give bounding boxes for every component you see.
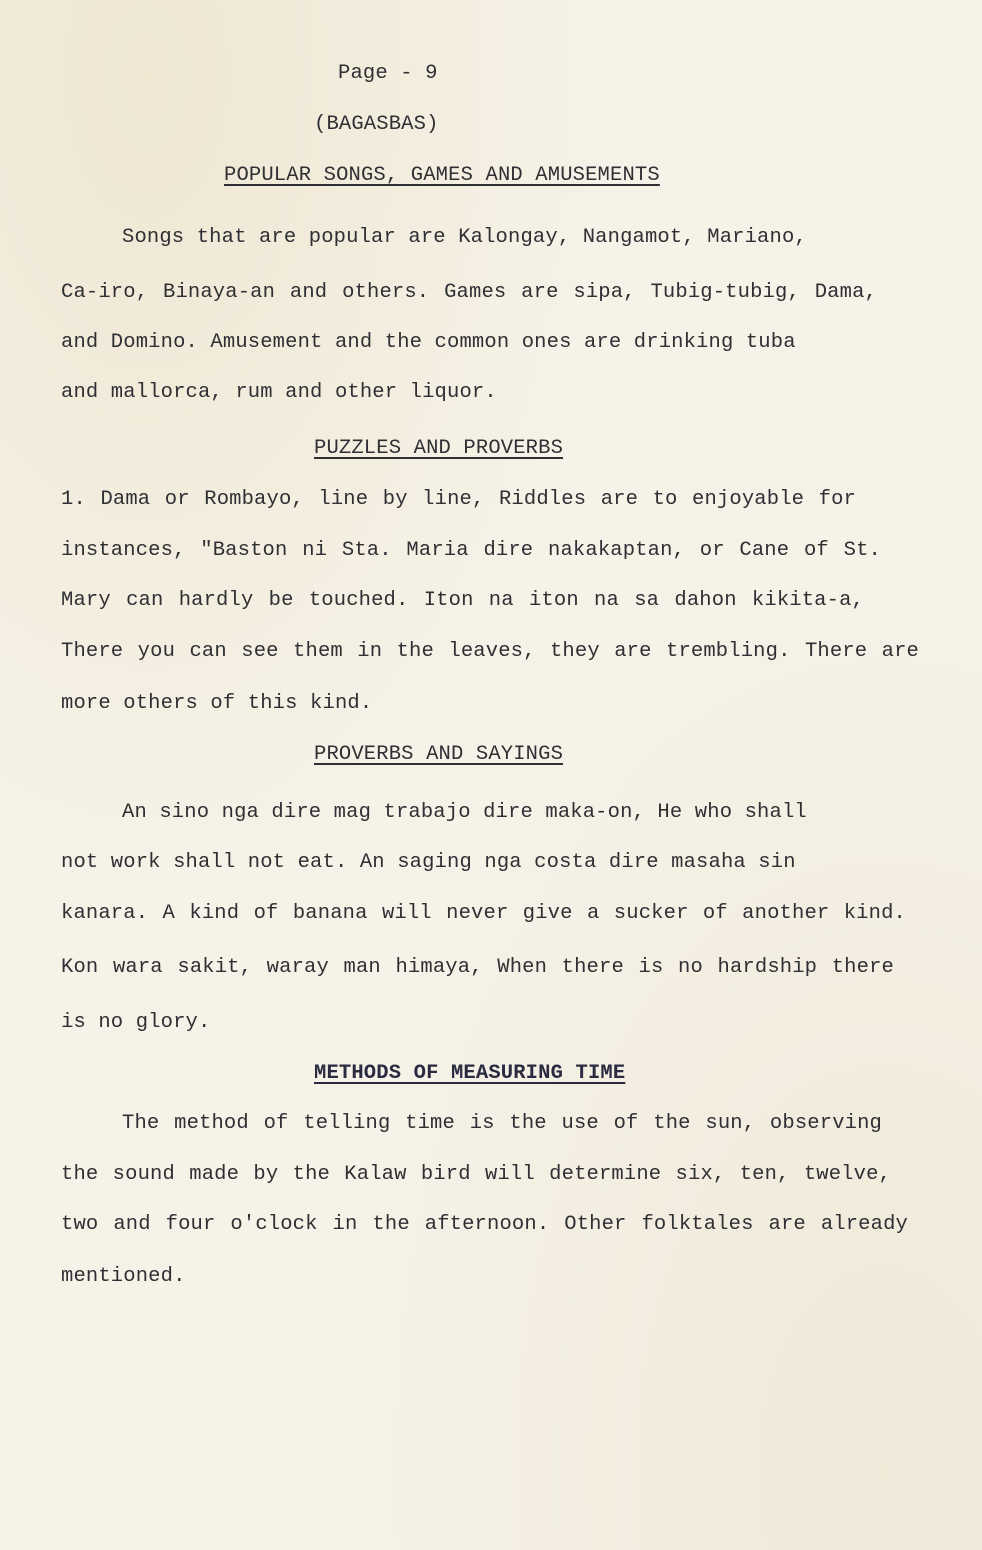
songs-line-4: and mallorca, rum and other liquor. xyxy=(61,381,497,404)
puzzles-line-1: 1. Dama or Rombayo, line by line, Riddles are to enjoyable for xyxy=(61,488,856,511)
time-line-3: two and four o'clock in the afternoon. Other folktales are already xyxy=(61,1213,908,1236)
songs-line-2: Ca-iro, Binaya-an and others. Games are sipa, Tubig-tubig, Dama, xyxy=(61,281,877,304)
proverbs-line-1: An sino nga dire mag trabajo dire maka-on, He who shall xyxy=(122,801,807,824)
proverbs-line-4: Kon wara sakit, waray man himaya, When there is no hardship there xyxy=(61,956,894,979)
puzzles-line-3: Mary can hardly be touched. Iton na iton na sa dahon kikita-a, xyxy=(61,589,864,612)
songs-line-3: and Domino. Amusement and the common ones are drinking tuba xyxy=(61,331,796,354)
section-title-puzzles: PUZZLES AND PROVERBS xyxy=(314,437,564,460)
puzzles-line-4: There you can see them in the leaves, they are trembling. There are xyxy=(61,640,919,663)
section-title-proverbs: PROVERBS AND SAYINGS xyxy=(314,743,564,766)
page-number: Page - 9 xyxy=(338,62,438,85)
proverbs-line-5: is no glory. xyxy=(61,1011,211,1034)
songs-line-1: Songs that are popular are Kalongay, Nangamot, Mariano, xyxy=(122,226,807,249)
barrio-name: (BAGASBAS) xyxy=(314,113,439,136)
section-title-songs: POPULAR SONGS, GAMES AND AMUSEMENTS xyxy=(224,164,660,187)
proverbs-line-2: not work shall not eat. An saging nga costa dire masaha sin xyxy=(61,851,796,874)
puzzles-line-2: instances, "Baston ni Sta. Maria dire nakakaptan, or Cane of St. xyxy=(61,539,881,562)
proverbs-line-3: kanara. A kind of banana will never give a sucker of another kind. xyxy=(61,902,906,925)
puzzles-line-5: more others of this kind. xyxy=(61,692,373,715)
time-line-1: The method of telling time is the use of the sun, observing xyxy=(122,1112,882,1135)
time-line-2: the sound made by the Kalaw bird will determine six, ten, twelve, xyxy=(61,1163,891,1186)
section-title-time: METHODS OF MEASURING TIME xyxy=(314,1062,626,1085)
time-line-4: mentioned. xyxy=(61,1265,186,1288)
